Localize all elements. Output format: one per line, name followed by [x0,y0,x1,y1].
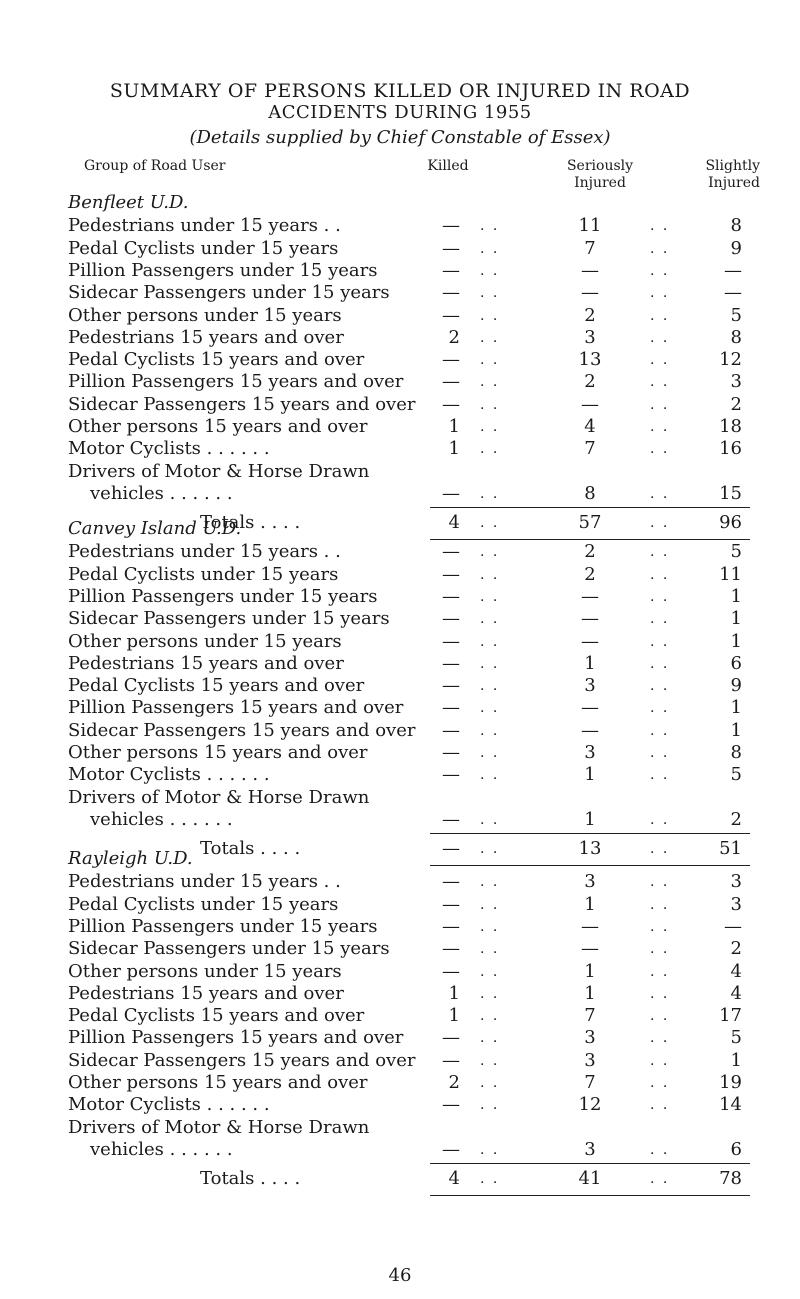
leader-dots: . . [480,441,500,458]
table-row [0,653,800,675]
row-label: Motor Cyclists . . . . . . [68,764,270,786]
seriously-injured-value: 8 [584,482,596,504]
leader-dots: . . [650,941,670,958]
seriously-injured-value: 3 [584,1049,596,1071]
section-title: Benfleet U.D. [68,192,189,213]
slightly-injured-value: 5 [730,1027,742,1049]
killed-value: 1 [448,982,460,1004]
leader-dots: . . [480,918,500,935]
row-label: Pillion Passengers 15 years and over [68,371,404,393]
seriously-injured-value: 1 [584,652,596,674]
seriously-injured-value: 7 [584,1072,596,1093]
totals-label: Totals . . . . [200,838,301,860]
leader-dots: . . [650,419,670,435]
row-label: Pedal Cyclists 15 years and over [68,675,365,697]
killed-value: — [442,808,460,830]
row-label: vehicles . . . . . . [90,808,233,830]
slightly-injured-value: 2 [730,938,742,960]
totals-slightly-injured: 96 [719,512,742,534]
killed-value: — [442,282,460,304]
slightly-injured-value: 8 [730,326,742,348]
leader-dots: . . [480,329,500,346]
seriously-injured-value: 2 [584,541,596,563]
seriously-injured-value: — [581,259,599,281]
slightly-injured-value: 1 [730,1049,742,1071]
leader-dots: . . [480,941,500,958]
totals-label: Totals . . . . [200,512,301,534]
seriously-injured-value: 3 [584,742,596,763]
leader-dots: . . [650,700,670,717]
leader-dots: . . [650,1171,670,1188]
page-number: 46 [388,1265,412,1286]
killed-value: — [442,742,460,763]
leader-dots: . . [480,588,500,605]
leader-dots: . . [650,1008,670,1025]
slightly-injured-value: 8 [730,742,742,763]
totals-slightly-injured: 78 [719,1168,742,1190]
table-row [0,809,800,831]
leader-dots: . . [480,262,500,279]
column-header-group: Group of Road User [84,158,226,174]
table-row [0,282,800,304]
killed-value: — [442,719,460,741]
seriously-injured-value: 1 [584,982,596,1004]
leader-dots: . . [650,963,670,980]
leader-dots: . . [480,1008,500,1025]
seriously-injured-value: 11 [578,215,602,237]
seriously-injured-value: — [581,915,599,937]
totals-seriously-injured: 57 [578,512,602,534]
leader-dots: . . [650,633,670,650]
leader-dots: . . [480,841,500,858]
slightly-injured-value: 17 [719,1005,742,1027]
seriously-injured-value: 3 [584,326,596,348]
leader-dots: . . [480,745,500,761]
leader-dots: . . [480,722,500,739]
row-label: Pedal Cyclists 15 years and over [68,349,365,371]
table-row [0,438,800,460]
leader-dots: . . [650,262,670,279]
slightly-injured-value: 5 [730,304,742,326]
table-row [0,871,800,893]
row-label: Pedestrians under 15 years . . [68,541,341,563]
killed-value: — [442,871,460,893]
seriously-injured-value: 13 [578,349,602,371]
seriously-injured-value: 7 [584,237,596,259]
slightly-injured-value: 3 [730,871,742,893]
killed-value: — [442,893,460,915]
leader-dots: . . [650,218,670,235]
totals-killed: — [442,838,460,860]
row-label: Sidecar Passengers under 15 years [68,608,390,630]
seriously-injured-value: — [581,282,599,304]
row-label: Pillion Passengers under 15 years [68,915,378,937]
totals-rule [430,1163,750,1164]
killed-value: — [442,764,460,786]
leader-dots: . . [480,1171,500,1188]
leader-dots: . . [480,307,500,324]
table-row [0,720,800,742]
table-row [0,1050,800,1072]
seriously-injured-value: 3 [584,1027,596,1049]
leader-dots: . . [650,722,670,739]
leader-dots: . . [650,745,670,761]
table-row [0,1005,800,1027]
table-row [0,327,800,349]
seriously-injured-value: — [581,393,599,415]
slightly-injured-value: 9 [730,237,742,259]
slightly-injured-value: 15 [719,482,742,504]
killed-value: — [442,1138,460,1160]
table-row [0,305,800,327]
slightly-injured-value: 12 [719,349,742,371]
seriously-injured-value: 1 [584,764,596,786]
table-row [0,1139,800,1161]
slightly-injured-value: — [724,915,742,937]
killed-value: 1 [448,438,460,460]
page-subtitle: ACCIDENTS DURING 1955 [268,102,532,123]
table-row [0,961,800,983]
leader-dots: . . [650,1075,670,1091]
slightly-injured-value: 1 [730,697,742,719]
slightly-injured-value: 8 [730,215,742,237]
table-row [0,916,800,938]
seriously-injured-value: — [581,630,599,652]
leader-dots: . . [480,544,500,561]
page-title: SUMMARY OF PERSONS KILLED OR INJURED IN ROAD [109,80,691,102]
row-label: Pedestrians under 15 years . . [68,215,341,237]
leader-dots: . . [650,678,670,695]
leader-dots: . . [650,588,670,605]
leader-dots: . . [480,1097,500,1114]
leader-dots: . . [480,700,500,717]
section-end-rule [430,1195,750,1196]
leader-dots: . . [650,811,670,828]
row-label: Other persons 15 years and over [68,416,368,437]
seriously-injured-value: 3 [584,675,596,697]
leader-dots: . . [650,352,670,369]
killed-value: — [442,237,460,259]
killed-value: — [442,675,460,697]
table-row [0,215,800,237]
killed-value: — [442,1094,460,1116]
leader-dots: . . [480,1052,500,1069]
leader-dots: . . [650,544,670,561]
seriously-injured-value: — [581,697,599,719]
seriously-injured-value: 2 [584,304,596,326]
table-row [0,586,800,608]
leader-dots: . . [650,841,670,858]
leader-dots: . . [650,396,670,413]
table-row [0,608,800,630]
leader-dots: . . [480,396,500,413]
killed-value: — [442,938,460,960]
leader-dots: . . [480,611,500,628]
leader-dots: . . [650,874,670,891]
table-row [0,764,800,786]
row-label: Pedestrians 15 years and over [68,982,344,1004]
section-end-rule [430,539,750,540]
killed-value: — [442,1027,460,1049]
seriously-injured-value: — [581,719,599,741]
leader-dots: . . [480,374,500,391]
leader-dots: . . [650,918,670,935]
slightly-injured-value: 2 [730,808,742,830]
row-label: Sidecar Passengers under 15 years [68,938,390,960]
killed-value: — [442,215,460,237]
leader-dots: . . [480,1075,500,1091]
slightly-injured-value: 19 [719,1072,742,1093]
leader-dots: . . [480,985,500,1002]
slightly-injured-value: 3 [730,893,742,915]
slightly-injured-value: 1 [730,719,742,741]
leader-dots: . . [480,655,500,672]
table-row [0,1117,800,1139]
source-note: (Details supplied by Chief Constable of Essex) [189,127,611,148]
seriously-injured-value: 12 [578,1094,602,1116]
leader-dots: . . [650,1097,670,1114]
killed-value: 1 [448,416,460,437]
slightly-injured-value: 16 [719,438,742,460]
seriously-injured-value: 7 [584,1005,596,1027]
leader-dots: . . [480,811,500,828]
leader-dots: . . [480,285,500,302]
row-label: Pedal Cyclists under 15 years [68,237,339,259]
leader-dots: . . [650,566,670,583]
slightly-injured-value: 5 [730,764,742,786]
table-row [0,238,800,260]
totals-label: Totals . . . . [200,1168,301,1190]
table-row [0,260,800,282]
slightly-injured-value: 4 [730,982,742,1004]
slightly-injured-value: 11 [719,563,742,585]
seriously-injured-value: 1 [584,893,596,915]
table-row [0,349,800,371]
killed-value: — [442,393,460,415]
leader-dots: . . [480,1141,500,1158]
row-label: Other persons 15 years and over [68,742,368,763]
table-row [0,416,800,438]
table-row [0,938,800,960]
table-row [0,1027,800,1049]
leader-dots: . . [480,767,500,784]
slightly-injured-value: 6 [730,1138,742,1160]
leader-dots: . . [650,1052,670,1069]
row-label: Drivers of Motor & Horse Drawn [68,460,370,482]
row-label: Other persons 15 years and over [68,1072,368,1093]
slightly-injured-value: 18 [719,416,742,437]
row-label: Sidecar Passengers 15 years and over [68,1049,416,1071]
table-row [0,564,800,586]
table-row [0,983,800,1005]
leader-dots: . . [480,240,500,257]
row-label: Pillion Passengers under 15 years [68,259,378,281]
leader-dots: . . [650,441,670,458]
slightly-injured-value: 3 [730,371,742,393]
seriously-injured-value: — [581,608,599,630]
slightly-injured-value: 1 [730,585,742,607]
leader-dots: . . [650,374,670,391]
seriously-injured-value: 2 [584,563,596,585]
slightly-injured-value: 9 [730,675,742,697]
killed-value: 2 [448,1072,460,1093]
seriously-injured-value: 1 [584,808,596,830]
totals-seriously-injured: 41 [578,1168,602,1190]
leader-dots: . . [650,307,670,324]
killed-value: — [442,349,460,371]
killed-value: — [442,563,460,585]
table-row [0,675,800,697]
leader-dots: . . [480,1030,500,1047]
killed-value: — [442,1049,460,1071]
leader-dots: . . [480,218,500,235]
totals-rule [430,833,750,834]
row-label: Pillion Passengers under 15 years [68,585,378,607]
leader-dots: . . [650,767,670,784]
totals-rule [430,507,750,508]
slightly-injured-value: 4 [730,960,742,982]
killed-value: — [442,585,460,607]
leader-dots: . . [480,678,500,695]
totals-seriously-injured: 13 [578,838,602,860]
row-label: Drivers of Motor & Horse Drawn [68,786,370,808]
seriously-injured-value: — [581,585,599,607]
killed-value: — [442,652,460,674]
section-title: Canvey Island U.D. [68,518,242,539]
slightly-injured-value: 6 [730,652,742,674]
leader-dots: . . [480,874,500,891]
seriously-injured-value: 7 [584,438,596,460]
row-label: Pedal Cyclists under 15 years [68,893,339,915]
table-row [0,894,800,916]
killed-value: — [442,915,460,937]
killed-value: — [442,541,460,563]
row-label: Pedestrians 15 years and over [68,326,344,348]
row-label: Other persons under 15 years [68,960,342,982]
row-label: Pillion Passengers 15 years and over [68,1027,404,1049]
leader-dots: . . [480,633,500,650]
slightly-injured-value: 1 [730,630,742,652]
row-label: Other persons under 15 years [68,630,342,652]
leader-dots: . . [650,329,670,346]
table-row [0,1094,800,1116]
row-label: Sidecar Passengers 15 years and over [68,393,416,415]
leader-dots: . . [650,240,670,257]
table-row [0,631,800,653]
row-label: Motor Cyclists . . . . . . [68,438,270,460]
table-row [0,1072,800,1094]
leader-dots: . . [480,896,500,913]
leader-dots: . . [480,352,500,369]
leader-dots: . . [480,963,500,980]
leader-dots: . . [480,485,500,502]
slightly-injured-value: 2 [730,393,742,415]
row-label: Drivers of Motor & Horse Drawn [68,1116,370,1138]
killed-value: — [442,630,460,652]
table-row [0,371,800,393]
column-header-seriously-injured: Seriously Injured [566,158,634,191]
seriously-injured-value: 2 [584,371,596,393]
slightly-injured-value: — [724,282,742,304]
killed-value: — [442,697,460,719]
leader-dots: . . [650,896,670,913]
section-title: Rayleigh U.D. [68,848,193,869]
totals-killed: 4 [448,512,460,534]
seriously-injured-value: 3 [584,1138,596,1160]
killed-value: — [442,259,460,281]
row-label: Pedal Cyclists 15 years and over [68,1005,365,1027]
leader-dots: . . [650,655,670,672]
section-end-rule [430,865,750,866]
slightly-injured-value: 14 [719,1094,742,1116]
column-header-killed: Killed [427,158,469,174]
leader-dots: . . [650,611,670,628]
row-label: Pedal Cyclists under 15 years [68,563,339,585]
leader-dots: . . [650,1030,670,1047]
row-label: Other persons under 15 years [68,304,342,326]
killed-value: 2 [448,326,460,348]
row-label: vehicles . . . . . . [90,482,233,504]
leader-dots: . . [650,285,670,302]
leader-dots: . . [650,485,670,502]
table-row [0,697,800,719]
leader-dots: . . [650,515,670,532]
totals-slightly-injured: 51 [719,838,742,860]
row-label: Pedestrians 15 years and over [68,652,344,674]
leader-dots: . . [480,419,500,435]
row-label: Sidecar Passengers under 15 years [68,282,390,304]
table-row [0,541,800,563]
leader-dots: . . [650,985,670,1002]
row-label: Sidecar Passengers 15 years and over [68,719,416,741]
killed-value: — [442,482,460,504]
leader-dots: . . [650,1141,670,1158]
row-label: Pedestrians under 15 years . . [68,871,341,893]
killed-value: 1 [448,1005,460,1027]
totals-killed: 4 [448,1168,460,1190]
leader-dots: . . [480,515,500,532]
leader-dots: . . [480,566,500,583]
row-label: vehicles . . . . . . [90,1138,233,1160]
slightly-injured-value: 5 [730,541,742,563]
table-row [0,394,800,416]
table-row [0,483,800,505]
killed-value: — [442,960,460,982]
row-label: Motor Cyclists . . . . . . [68,1094,270,1116]
seriously-injured-value: 4 [584,416,596,437]
slightly-injured-value: — [724,259,742,281]
seriously-injured-value: 3 [584,871,596,893]
row-label: Pillion Passengers 15 years and over [68,697,404,719]
totals-row [0,1168,800,1190]
table-row [0,787,800,809]
slightly-injured-value: 1 [730,608,742,630]
killed-value: — [442,608,460,630]
seriously-injured-value: 1 [584,960,596,982]
seriously-injured-value: — [581,938,599,960]
table-row [0,742,800,764]
killed-value: — [442,371,460,393]
table-row [0,461,800,483]
column-header-slightly-injured: Slightly Injured [705,158,760,191]
killed-value: — [442,304,460,326]
